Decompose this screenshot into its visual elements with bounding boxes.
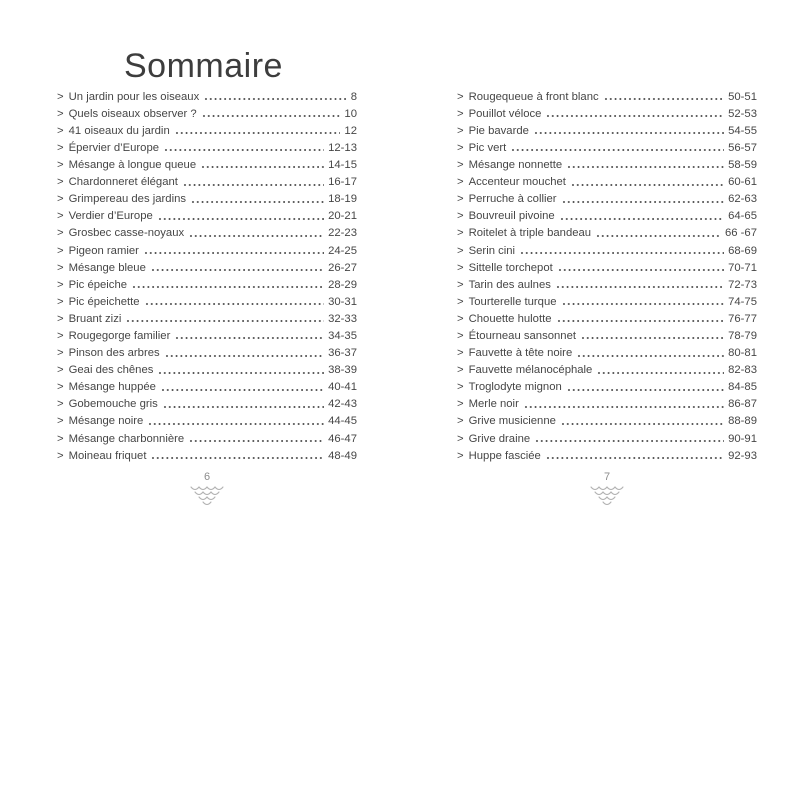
page-title: Sommaire [124, 46, 283, 85]
entry-dot-leader [145, 302, 325, 306]
toc-entry [457, 291, 757, 308]
toc-entry [57, 394, 357, 411]
entry-label: Mésange nonnette [468, 159, 563, 172]
entry-label: Fauvette mélanocéphale [468, 364, 593, 377]
entry-dot-leader [534, 131, 724, 135]
entry-bullet: > [457, 244, 464, 257]
entry-label: Tarin des aulnes [468, 278, 551, 291]
entry-dot-leader [520, 251, 724, 255]
entry-dot-leader [604, 97, 724, 101]
entry-dot-leader [183, 183, 324, 187]
entry-bullet: > [457, 449, 464, 462]
entry-page-range: 36-37 [328, 347, 357, 360]
entry-bullet: > [457, 329, 464, 342]
entry-page-range: 38-39 [328, 364, 357, 377]
entry-page-range: 72-73 [728, 278, 757, 291]
entry-label: Fauvette à tête noire [468, 347, 573, 360]
entry-dot-leader [148, 422, 324, 426]
entry-bullet: > [457, 347, 464, 360]
entry-bullet: > [57, 193, 64, 206]
entry-label: Pigeon ramier [68, 244, 139, 257]
entry-label: Perruche à collier [468, 193, 557, 206]
entry-label: Rougegorge familier [68, 329, 171, 342]
entry-bullet: > [57, 278, 64, 291]
entry-page-range: 66 -67 [724, 227, 757, 240]
entry-page-range: 30-31 [328, 295, 357, 308]
entry-dot-leader [144, 251, 324, 255]
entry-dot-leader [567, 165, 724, 169]
entry-bullet: > [57, 381, 64, 394]
entry-label: Merle noir [468, 398, 519, 411]
entry-page-range: 52-53 [728, 107, 757, 120]
entry-page-range: 32-33 [328, 312, 357, 325]
entry-dot-leader [567, 388, 724, 392]
entry-bullet: > [57, 329, 64, 342]
entry-dot-leader [191, 200, 324, 204]
entry-page-range: 8 [350, 90, 357, 103]
entry-bullet: > [457, 176, 464, 189]
toc-entry [57, 342, 357, 359]
entry-label: Pic vert [468, 141, 507, 154]
entry-label: Mésange noire [68, 415, 144, 428]
entry-label: Bruant zizi [68, 312, 122, 325]
entry-label: Étourneau sansonnet [468, 329, 577, 342]
page-number: 6 [203, 471, 211, 483]
entry-bullet: > [57, 141, 64, 154]
toc-entry [57, 240, 357, 257]
entry-dot-leader [597, 371, 724, 375]
entry-dot-leader [562, 302, 725, 306]
entry-page-range: 68-69 [728, 244, 757, 257]
entry-dot-leader [557, 319, 725, 323]
page-number: 7 [603, 471, 611, 483]
toc-entry [57, 171, 357, 188]
entry-page-range: 56-57 [728, 141, 757, 154]
entry-label: 41 oiseaux du jardin [68, 124, 170, 137]
entry-page-range: 20-21 [328, 210, 357, 223]
entry-page-range: 86-87 [728, 398, 757, 411]
entry-page-range: 44-45 [328, 415, 357, 428]
toc-entry [457, 342, 757, 359]
entry-label: Rougequeue à front blanc [468, 90, 599, 103]
entry-page-range: 92-93 [728, 449, 757, 462]
toc-entry [457, 411, 757, 428]
toc-entry [57, 308, 357, 325]
entry-bullet: > [457, 432, 464, 445]
toc-entry [57, 445, 357, 462]
entry-bullet: > [57, 347, 64, 360]
entry-page-range: 34-35 [328, 329, 357, 342]
entry-dot-leader [158, 217, 324, 221]
toc-entry [457, 308, 757, 325]
entry-bullet: > [57, 227, 64, 240]
entry-bullet: > [457, 364, 464, 377]
toc-entry [457, 240, 757, 257]
toc-entry [457, 223, 757, 240]
entry-bullet: > [457, 295, 464, 308]
toc-entry [457, 428, 757, 445]
entry-label: Grimpereau des jardins [68, 193, 187, 206]
entry-dot-leader [581, 336, 724, 340]
fish-scales-ornament-icon [590, 484, 624, 506]
toc-entry [57, 206, 357, 223]
entry-label: Grosbec casse-noyaux [68, 227, 185, 240]
entry-bullet: > [457, 210, 464, 223]
entry-label: Mésange bleue [68, 261, 146, 274]
entry-page-range: 16-17 [328, 176, 357, 189]
toc-entry [457, 86, 757, 103]
entry-bullet: > [57, 261, 64, 274]
entry-bullet: > [57, 312, 64, 325]
entry-bullet: > [457, 261, 464, 274]
entry-bullet: > [457, 107, 464, 120]
entry-dot-leader [189, 439, 324, 443]
toc-entry [57, 223, 357, 240]
entry-bullet: > [57, 159, 64, 172]
entry-page-range: 90-91 [728, 432, 757, 445]
entry-bullet: > [57, 244, 64, 257]
entry-page-range: 28-29 [328, 278, 357, 291]
entry-bullet: > [457, 124, 464, 137]
entry-dot-leader [546, 114, 724, 118]
entry-dot-leader [163, 405, 324, 409]
entry-bullet: > [457, 227, 464, 240]
entry-label: Tourterelle turque [468, 295, 557, 308]
entry-label: Pie bavarde [468, 124, 529, 137]
entry-label: Verdier d’Europe [68, 210, 153, 223]
entry-label: Geai des chênes [68, 364, 154, 377]
entry-page-range: 12 [344, 124, 357, 137]
entry-dot-leader [201, 165, 324, 169]
entry-page-range: 50-51 [728, 90, 757, 103]
entry-dot-leader [596, 234, 721, 238]
toc-entry [57, 360, 357, 377]
entry-label: Huppe fasciée [468, 449, 541, 462]
entry-bullet: > [457, 159, 464, 172]
entry-dot-leader [161, 388, 324, 392]
entry-label: Roitelet à triple bandeau [468, 227, 592, 240]
entry-dot-leader [560, 217, 724, 221]
entry-bullet: > [57, 432, 64, 445]
fish-scales-ornament-icon [190, 484, 224, 506]
toc-entry [57, 411, 357, 428]
toc-entry [457, 360, 757, 377]
entry-label: Épervier d’Europe [68, 141, 160, 154]
entry-label: Chardonneret élégant [68, 176, 178, 189]
toc-entry [457, 171, 757, 188]
toc-entry [57, 428, 357, 445]
entry-dot-leader [571, 183, 724, 187]
toc-entry [57, 137, 357, 154]
entry-label: Pic épeiche [68, 278, 128, 291]
entry-bullet: > [57, 415, 64, 428]
toc-entry [457, 325, 757, 342]
toc-column-right [457, 86, 757, 462]
toc-entry [57, 291, 357, 308]
entry-dot-leader [562, 200, 725, 204]
entry-label: Pouillot véloce [468, 107, 542, 120]
entry-bullet: > [57, 398, 64, 411]
entry-label: Grive draine [468, 432, 531, 445]
entry-page-range: 84-85 [728, 381, 757, 394]
entry-page-range: 18-19 [328, 193, 357, 206]
entry-page-range: 12-13 [328, 141, 357, 154]
entry-page-range: 58-59 [728, 159, 757, 172]
entry-page-range: 78-79 [728, 329, 757, 342]
entry-label: Quels oiseaux observer ? [68, 107, 197, 120]
toc-entry [57, 120, 357, 137]
toc-entry [57, 325, 357, 342]
toc-entry [457, 445, 757, 462]
toc-entry [457, 137, 757, 154]
toc-entry [457, 206, 757, 223]
entry-bullet: > [57, 107, 64, 120]
entry-dot-leader [202, 114, 341, 118]
entry-dot-leader [561, 422, 724, 426]
entry-page-range: 26-27 [328, 261, 357, 274]
entry-bullet: > [57, 90, 64, 103]
entry-page-range: 48-49 [328, 449, 357, 462]
entry-bullet: > [457, 381, 464, 394]
entry-dot-leader [524, 405, 724, 409]
toc-entry [457, 274, 757, 291]
toc-entry [457, 394, 757, 411]
entry-bullet: > [57, 210, 64, 223]
entry-dot-leader [189, 234, 324, 238]
entry-dot-leader [546, 456, 724, 460]
entry-label: Pic épeichette [68, 295, 140, 308]
entry-label: Bouvreuil pivoine [468, 210, 555, 223]
entry-bullet: > [457, 415, 464, 428]
entry-label: Sittelle torchepot [468, 261, 553, 274]
entry-page-range: 62-63 [728, 193, 757, 206]
entry-dot-leader [556, 285, 724, 289]
entry-bullet: > [457, 90, 464, 103]
entry-dot-leader [535, 439, 724, 443]
entry-label: Troglodyte mignon [468, 381, 562, 394]
entry-label: Serin cini [468, 244, 516, 257]
entry-page-range: 24-25 [328, 244, 357, 257]
entry-dot-leader [126, 319, 324, 323]
entry-dot-leader [151, 456, 324, 460]
entry-label: Grive musicienne [468, 415, 556, 428]
entry-page-range: 88-89 [728, 415, 757, 428]
entry-bullet: > [57, 295, 64, 308]
entry-page-range: 10 [344, 107, 357, 120]
entry-bullet: > [457, 193, 464, 206]
toc-entry [457, 377, 757, 394]
entry-dot-leader [175, 336, 324, 340]
toc-entry [57, 103, 357, 120]
entry-page-range: 40-41 [328, 381, 357, 394]
page-footer-right [457, 471, 757, 506]
entry-label: Mésange à longue queue [68, 159, 197, 172]
entry-page-range: 42-43 [328, 398, 357, 411]
toc-entry [457, 154, 757, 171]
entry-dot-leader [204, 97, 346, 101]
toc-entry [57, 257, 357, 274]
entry-page-range: 14-15 [328, 159, 357, 172]
entry-bullet: > [57, 364, 64, 377]
entry-page-range: 46-47 [328, 432, 357, 445]
page-footer-left [57, 471, 357, 506]
toc-entry [57, 86, 357, 103]
entry-bullet: > [57, 124, 64, 137]
entry-page-range: 60-61 [728, 176, 757, 189]
entry-label: Chouette hulotte [468, 312, 552, 325]
toc-entry [57, 189, 357, 206]
entry-dot-leader [577, 354, 724, 358]
entry-bullet: > [57, 449, 64, 462]
entry-page-range: 76-77 [728, 312, 757, 325]
entry-label: Mésange charbonnière [68, 432, 185, 445]
entry-page-range: 70-71 [728, 261, 757, 274]
toc-entry [457, 257, 757, 274]
entry-bullet: > [457, 312, 464, 325]
entry-dot-leader [158, 371, 324, 375]
entry-bullet: > [457, 141, 464, 154]
toc-entry [457, 120, 757, 137]
entry-page-range: 82-83 [728, 364, 757, 377]
entry-bullet: > [457, 278, 464, 291]
entry-dot-leader [151, 268, 324, 272]
toc-entry [57, 274, 357, 291]
toc-entry [457, 103, 757, 120]
entry-page-range: 74-75 [728, 295, 757, 308]
entry-label: Accenteur mouchet [468, 176, 566, 189]
entry-page-range: 54-55 [728, 124, 757, 137]
toc-entry [57, 154, 357, 171]
entry-label: Pinson des arbres [68, 347, 160, 360]
entry-bullet: > [57, 176, 64, 189]
entry-dot-leader [175, 131, 341, 135]
entry-label: Un jardin pour les oiseaux [68, 90, 200, 103]
entry-dot-leader [511, 148, 724, 152]
entry-label: Gobemouche gris [68, 398, 158, 411]
toc-entry [57, 377, 357, 394]
entry-label: Mésange huppée [68, 381, 156, 394]
entry-dot-leader [165, 354, 324, 358]
entry-label: Moineau friquet [68, 449, 147, 462]
entry-bullet: > [457, 398, 464, 411]
entry-page-range: 22-23 [328, 227, 357, 240]
entry-page-range: 64-65 [728, 210, 757, 223]
entry-dot-leader [132, 285, 324, 289]
entry-page-range: 80-81 [728, 347, 757, 360]
entry-dot-leader [164, 148, 324, 152]
toc-column-left [57, 86, 357, 462]
toc-entry [457, 189, 757, 206]
entry-dot-leader [558, 268, 724, 272]
